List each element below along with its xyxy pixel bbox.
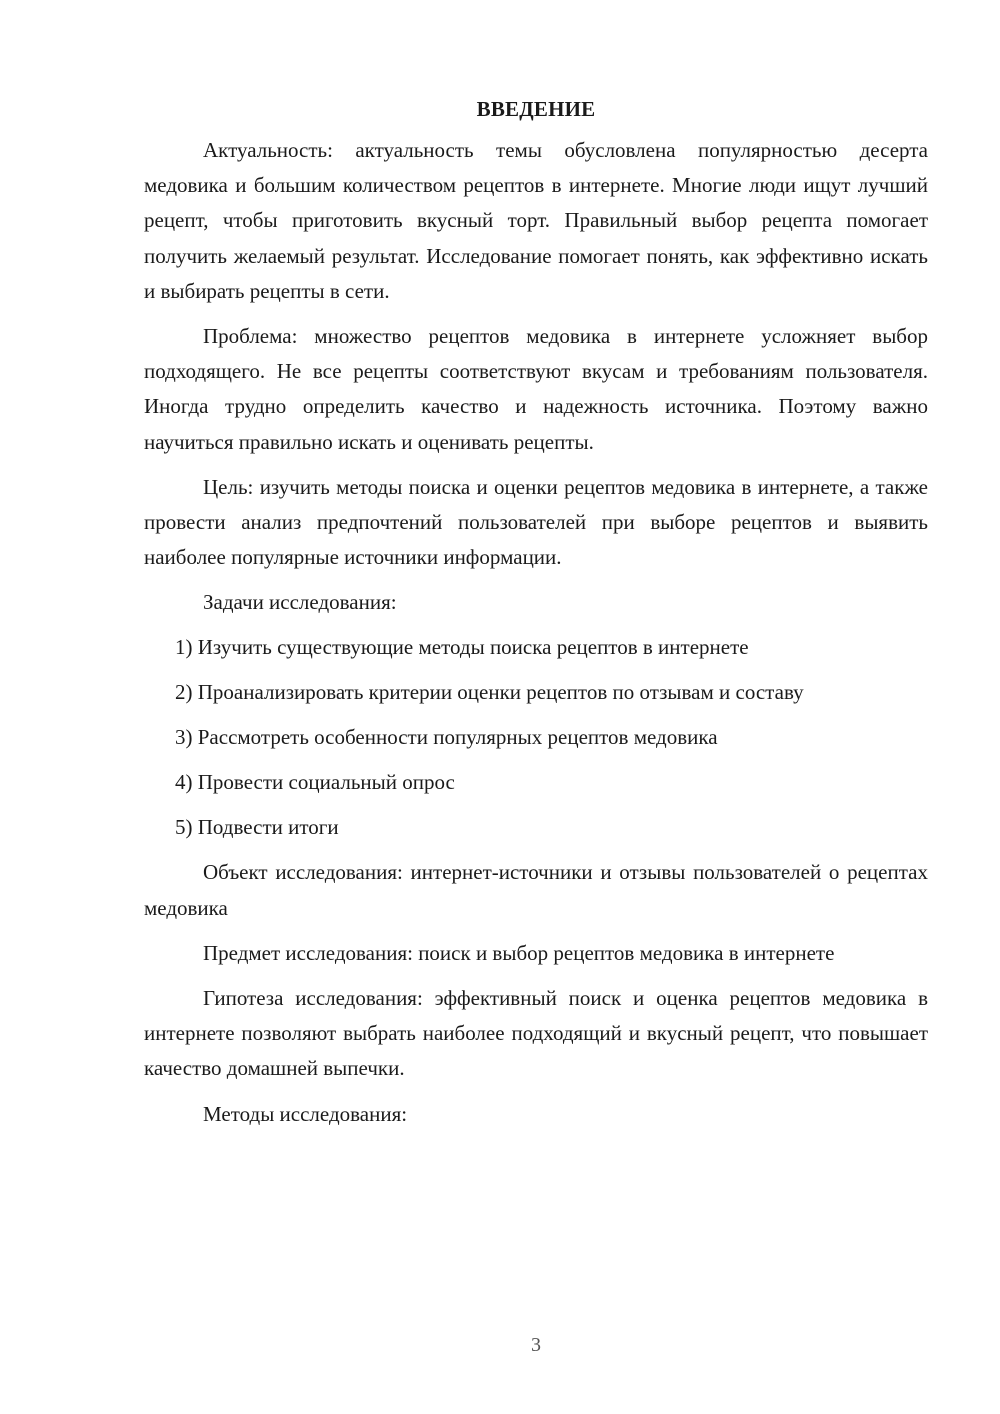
page-number: 3 xyxy=(531,1334,541,1356)
problem-paragraph: Проблема: множество рецептов медовика в интернете усложняет выбор подходящего. Не все рецепты соответствуют вкусам и требованиям пользователя. Иногда трудно определить качество и надежность источника. Поэтому важно научиться правильно искать и оценивать рецепты. xyxy=(144,324,928,454)
tasks-list xyxy=(144,630,928,845)
section-heading: ВВЕДЕНИЕ xyxy=(476,97,596,121)
tasks-heading: Задачи исследования: xyxy=(203,590,397,615)
goal-paragraph: Цель: изучить методы поиска и оценки рецептов медовика в интернете, а также провести анализ предпочтений пользователей при выборе рецептов и выявить наиболее популярные источники информации. xyxy=(144,474,928,570)
task-item: 1) Изучить существующие методы поиска рецептов в интернете xyxy=(175,635,749,660)
hypothesis-paragraph: Гипотеза исследования: эффективный поиск и оценка рецептов медовика в интернете позволяют выбрать наиболее подходящий и вкусный рецепт, что повышает качество домашней выпечки. xyxy=(144,986,928,1081)
relevance-paragraph: Актуальность: актуальность темы обусловлена популярностью десерта медовика и большим количеством рецептов в интернете. Многие люди ищут лучший рецепт, чтобы приготовить вкусный торт. Правильный выбор рецепта помогает получить желаемый результат. Исследование помогает понять, как эффективно искать и выбирать рецепты в сети. xyxy=(144,138,928,303)
task-item: 5) Подвести итоги xyxy=(175,815,339,840)
methods-heading: Методы исследования: xyxy=(203,1101,408,1126)
task-item: 4) Провести социальный опрос xyxy=(175,770,455,795)
subject-paragraph: Предмет исследования: поиск и выбор рецептов медовика в интернете xyxy=(203,940,835,965)
task-item: 2) Проанализировать критерии оценки рецептов по отзывам и составу xyxy=(175,680,804,705)
object-paragraph: Объект исследования: интернет-источники и отзывы пользователей о рецептах медовика xyxy=(144,860,928,920)
task-item: 3) Рассмотреть особенности популярных рецептов медовика xyxy=(175,725,718,750)
document-page xyxy=(144,92,928,1142)
